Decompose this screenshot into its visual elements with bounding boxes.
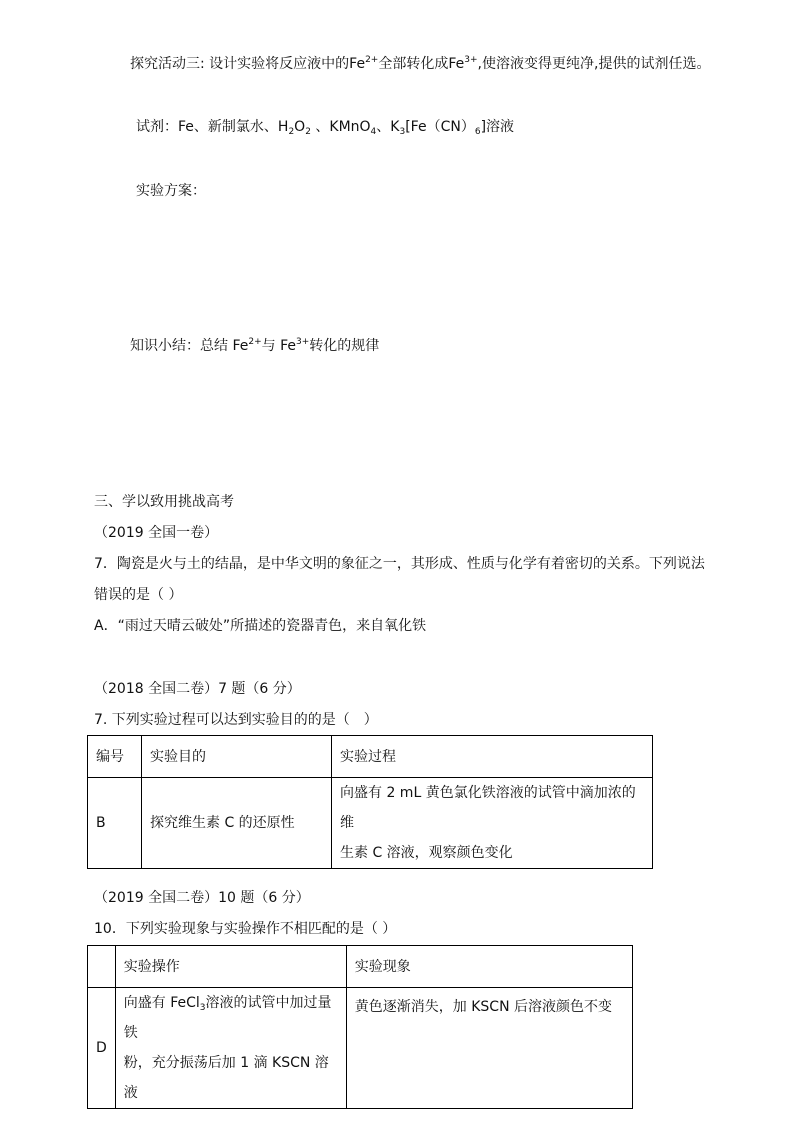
summary-sup1: 2+ — [248, 337, 262, 347]
table-row — [88, 988, 633, 1109]
q10-table — [87, 945, 633, 1109]
q10-question: 10．下列实验现象与实验操作不相匹配的是（ ） — [94, 921, 397, 937]
plan-label: 实验方案： — [136, 183, 206, 199]
header-id: 编号 — [88, 736, 142, 778]
op-line1-sub: 3 — [199, 1003, 206, 1013]
reagents-sub3: 4 — [370, 127, 377, 137]
reagents-text — [136, 117, 514, 137]
table-header-row — [88, 946, 633, 988]
summary-sup2: 3+ — [296, 337, 310, 347]
row-operation-line1 — [124, 988, 338, 1048]
activity3-sup1: 2+ — [365, 55, 379, 65]
activity3-part3: ,使溶液变得更纯净,提供的试剂任选。 — [477, 56, 711, 72]
header-blank — [88, 946, 116, 988]
q7a-source: （2019 全国一卷） — [94, 525, 219, 541]
q7a-option-a: A．“雨过天晴云破处”所描述的瓷器青色，来自氧化铁 — [94, 618, 427, 634]
header-phenomenon: 实验现象 — [346, 946, 632, 988]
row-operation-line2: 粉，充分振荡后加 1 滴 KSCN 溶液 — [123, 1055, 329, 1101]
reagents-sub1: 2 — [288, 127, 295, 137]
activity3-text — [130, 54, 710, 74]
header-process: 实验过程 — [332, 736, 653, 778]
activity3-part2: 全部转化成Fe — [378, 56, 465, 72]
summary-part2: 与 Fe — [261, 338, 296, 354]
activity3-sup2: 3+ — [464, 55, 478, 65]
reagents-part1: 试剂：Fe、新制氯水、H — [136, 119, 289, 135]
row-id: B — [88, 778, 142, 869]
reagents-part4: 、K — [376, 119, 400, 135]
reagents-part5: [Fe（CN） — [405, 119, 475, 135]
q10-source: （2019 全国二卷）10 题（6 分） — [94, 890, 310, 906]
q7b-question: 7. 下列实验过程可以达到实验目的的是（ ） — [94, 712, 378, 728]
table-header-row — [88, 736, 653, 778]
header-operation: 实验操作 — [115, 946, 346, 988]
op-line1-a: 向盛有 FeCl — [123, 995, 200, 1011]
reagents-sub4: 3 — [399, 127, 406, 137]
summary-part3: 转化的规律 — [309, 338, 380, 354]
row-purpose: 探究维生素 C 的还原性 — [142, 778, 332, 869]
row-operation — [115, 988, 346, 1109]
reagents-part2: O — [294, 119, 306, 135]
q7a-line1: 7．陶瓷是火与土的结晶，是中华文明的象征之一，其形成、性质与化学有着密切的关系。下列说法 — [94, 556, 705, 572]
reagents-part3: 、KMnO — [310, 119, 371, 135]
row-phenomenon: 黄色逐渐消失，加 KSCN 后溶液颜色不变 — [346, 988, 632, 1109]
op-line1-b: 溶液的试管中加过量铁 — [123, 995, 332, 1041]
q7b-table — [87, 735, 653, 869]
header-purpose: 实验目的 — [142, 736, 332, 778]
row-process-line1: 向盛有 2 mL 黄色氯化铁溶液的试管中滴加浓的维 — [340, 785, 636, 831]
reagents-sub2: 2 — [305, 127, 311, 137]
reagents-part6: ]溶液 — [480, 119, 515, 135]
section3-title: 三、学以致用挑战高考 — [94, 494, 234, 510]
row-process-line2: 生素 C 溶液，观察颜色变化 — [340, 845, 513, 861]
summary-text — [130, 336, 379, 356]
activity3-part1: 探究活动三: 设计实验将反应液中的Fe — [130, 56, 366, 72]
summary-part1: 知识小结：总结 Fe — [130, 338, 249, 354]
q7b-source: （2018 全国二卷）7 题（6 分） — [94, 681, 301, 697]
q7a-line2: 错误的是（ ） — [94, 587, 183, 603]
row-id: D — [88, 988, 116, 1109]
table-row — [88, 778, 653, 869]
reagents-sub5: 6 — [474, 127, 481, 137]
row-process — [332, 778, 653, 869]
